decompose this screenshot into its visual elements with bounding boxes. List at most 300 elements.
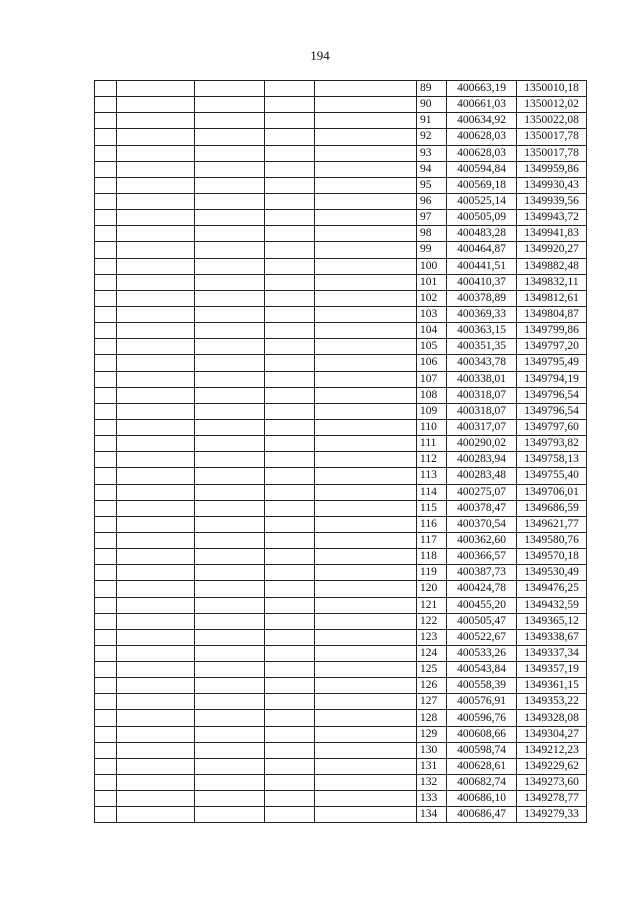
page-number: 194	[310, 48, 330, 63]
empty-cell	[265, 177, 315, 193]
empty-cell	[95, 403, 117, 419]
empty-cell	[265, 452, 315, 468]
empty-cell	[265, 613, 315, 629]
empty-cell	[315, 500, 417, 516]
point-number-cell: 124	[417, 645, 447, 661]
empty-cell	[265, 145, 315, 161]
empty-cell	[265, 694, 315, 710]
empty-cell	[315, 807, 417, 823]
empty-cell	[195, 726, 265, 742]
point-number-cell: 103	[417, 306, 447, 322]
empty-cell	[265, 161, 315, 177]
empty-cell	[95, 516, 117, 532]
empty-cell	[315, 145, 417, 161]
y-coordinate-cell: 1349939,56	[517, 193, 587, 209]
empty-cell	[117, 452, 195, 468]
table-row	[95, 710, 587, 726]
empty-cell	[265, 742, 315, 758]
empty-cell	[95, 807, 117, 823]
empty-cell	[95, 355, 117, 371]
point-number-cell: 89	[417, 81, 447, 97]
empty-cell	[195, 177, 265, 193]
empty-cell	[265, 97, 315, 113]
empty-cell	[315, 129, 417, 145]
table-row	[95, 807, 587, 823]
x-coordinate-cell: 400290,02	[447, 436, 517, 452]
empty-cell	[265, 807, 315, 823]
table-row	[95, 791, 587, 807]
y-coordinate-cell: 1349796,54	[517, 387, 587, 403]
table-row	[95, 290, 587, 306]
empty-cell	[117, 775, 195, 791]
empty-cell	[265, 290, 315, 306]
empty-cell	[95, 323, 117, 339]
empty-cell	[265, 468, 315, 484]
point-number-cell: 95	[417, 177, 447, 193]
empty-cell	[95, 678, 117, 694]
empty-cell	[315, 274, 417, 290]
empty-cell	[95, 726, 117, 742]
table-row	[95, 484, 587, 500]
empty-cell	[117, 468, 195, 484]
y-coordinate-cell: 1349832,11	[517, 274, 587, 290]
x-coordinate-cell: 400369,33	[447, 306, 517, 322]
table-row	[95, 565, 587, 581]
x-coordinate-cell: 400686,10	[447, 791, 517, 807]
empty-cell	[117, 726, 195, 742]
empty-cell	[95, 113, 117, 129]
empty-cell	[195, 807, 265, 823]
point-number-cell: 132	[417, 775, 447, 791]
point-number-cell: 94	[417, 161, 447, 177]
empty-cell	[117, 629, 195, 645]
empty-cell	[195, 500, 265, 516]
y-coordinate-cell: 1349357,19	[517, 662, 587, 678]
empty-cell	[265, 775, 315, 791]
x-coordinate-cell: 400634,92	[447, 113, 517, 129]
empty-cell	[117, 565, 195, 581]
empty-cell	[95, 452, 117, 468]
x-coordinate-cell: 400628,03	[447, 129, 517, 145]
empty-cell	[95, 306, 117, 322]
y-coordinate-cell: 1349530,49	[517, 565, 587, 581]
point-number-cell: 100	[417, 258, 447, 274]
point-number-cell: 109	[417, 403, 447, 419]
empty-cell	[315, 436, 417, 452]
x-coordinate-cell: 400505,09	[447, 210, 517, 226]
empty-cell	[95, 662, 117, 678]
table-row	[95, 113, 587, 129]
empty-cell	[117, 436, 195, 452]
table-row	[95, 339, 587, 355]
empty-cell	[195, 81, 265, 97]
empty-cell	[95, 290, 117, 306]
x-coordinate-cell: 400343,78	[447, 355, 517, 371]
empty-cell	[315, 113, 417, 129]
empty-cell	[265, 323, 315, 339]
empty-cell	[265, 242, 315, 258]
empty-cell	[315, 742, 417, 758]
y-coordinate-cell: 1350022,08	[517, 113, 587, 129]
empty-cell	[117, 355, 195, 371]
empty-cell	[117, 516, 195, 532]
y-coordinate-cell: 1349793,82	[517, 436, 587, 452]
point-number-cell: 93	[417, 145, 447, 161]
empty-cell	[195, 242, 265, 258]
point-number-cell: 111	[417, 436, 447, 452]
empty-cell	[95, 597, 117, 613]
empty-cell	[315, 323, 417, 339]
empty-cell	[117, 306, 195, 322]
empty-cell	[117, 484, 195, 500]
x-coordinate-cell: 400576,91	[447, 694, 517, 710]
y-coordinate-cell: 1350017,78	[517, 129, 587, 145]
empty-cell	[265, 645, 315, 661]
empty-cell	[265, 258, 315, 274]
empty-cell	[95, 532, 117, 548]
empty-cell	[315, 452, 417, 468]
y-coordinate-cell: 1349959,86	[517, 161, 587, 177]
empty-cell	[195, 532, 265, 548]
empty-cell	[95, 419, 117, 435]
empty-cell	[195, 678, 265, 694]
empty-cell	[195, 645, 265, 661]
x-coordinate-cell: 400283,48	[447, 468, 517, 484]
x-coordinate-cell: 400366,57	[447, 549, 517, 565]
point-number-cell: 128	[417, 710, 447, 726]
empty-cell	[117, 290, 195, 306]
y-coordinate-cell: 1349799,86	[517, 323, 587, 339]
empty-cell	[315, 532, 417, 548]
point-number-cell: 99	[417, 242, 447, 258]
empty-cell	[195, 387, 265, 403]
table-row	[95, 242, 587, 258]
x-coordinate-cell: 400464,87	[447, 242, 517, 258]
empty-cell	[95, 484, 117, 500]
point-number-cell: 121	[417, 597, 447, 613]
table-row	[95, 500, 587, 516]
point-number-cell: 97	[417, 210, 447, 226]
y-coordinate-cell: 1350012,02	[517, 97, 587, 113]
table-row	[95, 597, 587, 613]
empty-cell	[117, 694, 195, 710]
empty-cell	[195, 565, 265, 581]
y-coordinate-cell: 1349706,01	[517, 484, 587, 500]
empty-cell	[315, 694, 417, 710]
table-row	[95, 161, 587, 177]
y-coordinate-cell: 1349796,54	[517, 403, 587, 419]
empty-cell	[95, 274, 117, 290]
empty-cell	[265, 274, 315, 290]
empty-cell	[265, 565, 315, 581]
x-coordinate-cell: 400608,66	[447, 726, 517, 742]
point-number-cell: 115	[417, 500, 447, 516]
empty-cell	[117, 742, 195, 758]
empty-cell	[117, 81, 195, 97]
x-coordinate-cell: 400351,35	[447, 339, 517, 355]
empty-cell	[265, 210, 315, 226]
empty-cell	[95, 339, 117, 355]
x-coordinate-cell: 400338,01	[447, 371, 517, 387]
y-coordinate-cell: 1349941,83	[517, 226, 587, 242]
table-row	[95, 145, 587, 161]
table-row	[95, 645, 587, 661]
table-row	[95, 419, 587, 435]
y-coordinate-cell: 1349365,12	[517, 613, 587, 629]
x-coordinate-cell: 400533,26	[447, 645, 517, 661]
table-row	[95, 581, 587, 597]
empty-cell	[315, 339, 417, 355]
empty-cell	[95, 791, 117, 807]
empty-cell	[315, 758, 417, 774]
x-coordinate-cell: 400378,47	[447, 500, 517, 516]
empty-cell	[117, 791, 195, 807]
y-coordinate-cell: 1349328,08	[517, 710, 587, 726]
point-number-cell: 129	[417, 726, 447, 742]
x-coordinate-cell: 400424,78	[447, 581, 517, 597]
x-coordinate-cell: 400370,54	[447, 516, 517, 532]
empty-cell	[117, 274, 195, 290]
empty-cell	[95, 613, 117, 629]
empty-cell	[265, 339, 315, 355]
table-row	[95, 97, 587, 113]
y-coordinate-cell: 1349353,22	[517, 694, 587, 710]
point-number-cell: 110	[417, 419, 447, 435]
table-body	[95, 81, 587, 823]
x-coordinate-cell: 400628,61	[447, 758, 517, 774]
empty-cell	[315, 597, 417, 613]
table-row	[95, 177, 587, 193]
empty-cell	[315, 726, 417, 742]
table-row	[95, 355, 587, 371]
y-coordinate-cell: 1349476,25	[517, 581, 587, 597]
empty-cell	[265, 581, 315, 597]
empty-cell	[265, 306, 315, 322]
point-number-cell: 122	[417, 613, 447, 629]
point-number-cell: 96	[417, 193, 447, 209]
y-coordinate-cell: 1349797,60	[517, 419, 587, 435]
empty-cell	[95, 645, 117, 661]
empty-cell	[315, 484, 417, 500]
empty-cell	[195, 226, 265, 242]
empty-cell	[95, 258, 117, 274]
empty-cell	[117, 161, 195, 177]
empty-cell	[195, 742, 265, 758]
point-number-cell: 127	[417, 694, 447, 710]
empty-cell	[95, 775, 117, 791]
x-coordinate-cell: 400686,47	[447, 807, 517, 823]
empty-cell	[95, 565, 117, 581]
empty-cell	[315, 613, 417, 629]
empty-cell	[195, 258, 265, 274]
empty-cell	[265, 129, 315, 145]
table-row	[95, 226, 587, 242]
point-number-cell: 106	[417, 355, 447, 371]
x-coordinate-cell: 400682,74	[447, 775, 517, 791]
empty-cell	[265, 371, 315, 387]
empty-cell	[95, 129, 117, 145]
empty-cell	[195, 791, 265, 807]
empty-cell	[315, 629, 417, 645]
point-number-cell: 116	[417, 516, 447, 532]
x-coordinate-cell: 400663,19	[447, 81, 517, 97]
empty-cell	[117, 613, 195, 629]
y-coordinate-cell: 1350010,18	[517, 81, 587, 97]
empty-cell	[265, 226, 315, 242]
empty-cell	[265, 662, 315, 678]
table-row	[95, 403, 587, 419]
empty-cell	[95, 742, 117, 758]
table-row	[95, 516, 587, 532]
point-number-cell: 102	[417, 290, 447, 306]
empty-cell	[315, 710, 417, 726]
empty-cell	[117, 678, 195, 694]
coordinates-table	[94, 80, 587, 823]
empty-cell	[117, 403, 195, 419]
empty-cell	[315, 419, 417, 435]
empty-cell	[265, 516, 315, 532]
empty-cell	[195, 129, 265, 145]
x-coordinate-cell: 400543,84	[447, 662, 517, 678]
empty-cell	[95, 758, 117, 774]
y-coordinate-cell: 1350017,78	[517, 145, 587, 161]
empty-cell	[315, 210, 417, 226]
empty-cell	[95, 468, 117, 484]
point-number-cell: 112	[417, 452, 447, 468]
empty-cell	[117, 662, 195, 678]
point-number-cell: 123	[417, 629, 447, 645]
empty-cell	[315, 581, 417, 597]
y-coordinate-cell: 1349229,62	[517, 758, 587, 774]
table-row	[95, 193, 587, 209]
x-coordinate-cell: 400596,76	[447, 710, 517, 726]
empty-cell	[117, 710, 195, 726]
x-coordinate-cell: 400483,28	[447, 226, 517, 242]
empty-cell	[117, 193, 195, 209]
empty-cell	[265, 678, 315, 694]
point-number-cell: 133	[417, 791, 447, 807]
table-row	[95, 210, 587, 226]
table-row	[95, 452, 587, 468]
x-coordinate-cell: 400318,07	[447, 387, 517, 403]
y-coordinate-cell: 1349304,27	[517, 726, 587, 742]
x-coordinate-cell: 400525,14	[447, 193, 517, 209]
table-row	[95, 629, 587, 645]
y-coordinate-cell: 1349580,76	[517, 532, 587, 548]
point-number-cell: 131	[417, 758, 447, 774]
table-row	[95, 81, 587, 97]
x-coordinate-cell: 400569,18	[447, 177, 517, 193]
empty-cell	[315, 258, 417, 274]
empty-cell	[117, 581, 195, 597]
table-row	[95, 613, 587, 629]
y-coordinate-cell: 1349920,27	[517, 242, 587, 258]
empty-cell	[315, 97, 417, 113]
empty-cell	[265, 403, 315, 419]
empty-cell	[315, 355, 417, 371]
table-row	[95, 387, 587, 403]
empty-cell	[315, 565, 417, 581]
empty-cell	[195, 758, 265, 774]
empty-cell	[95, 581, 117, 597]
empty-cell	[95, 500, 117, 516]
point-number-cell: 120	[417, 581, 447, 597]
table-row	[95, 775, 587, 791]
table-row	[95, 532, 587, 548]
y-coordinate-cell: 1349212,23	[517, 742, 587, 758]
empty-cell	[195, 662, 265, 678]
empty-cell	[117, 210, 195, 226]
empty-cell	[95, 81, 117, 97]
x-coordinate-cell: 400455,20	[447, 597, 517, 613]
empty-cell	[195, 613, 265, 629]
empty-cell	[195, 581, 265, 597]
y-coordinate-cell: 1349755,40	[517, 468, 587, 484]
empty-cell	[95, 193, 117, 209]
empty-cell	[315, 403, 417, 419]
point-number-cell: 108	[417, 387, 447, 403]
empty-cell	[315, 177, 417, 193]
empty-cell	[117, 807, 195, 823]
point-number-cell: 114	[417, 484, 447, 500]
empty-cell	[315, 371, 417, 387]
empty-cell	[117, 242, 195, 258]
table-row	[95, 549, 587, 565]
empty-cell	[195, 145, 265, 161]
y-coordinate-cell: 1349882,48	[517, 258, 587, 274]
x-coordinate-cell: 400505,47	[447, 613, 517, 629]
point-number-cell: 134	[417, 807, 447, 823]
point-number-cell: 113	[417, 468, 447, 484]
table-row	[95, 726, 587, 742]
y-coordinate-cell: 1349337,34	[517, 645, 587, 661]
empty-cell	[117, 549, 195, 565]
empty-cell	[117, 532, 195, 548]
empty-cell	[195, 323, 265, 339]
empty-cell	[195, 290, 265, 306]
x-coordinate-cell: 400522,67	[447, 629, 517, 645]
empty-cell	[315, 226, 417, 242]
empty-cell	[117, 500, 195, 516]
empty-cell	[265, 387, 315, 403]
table-row	[95, 742, 587, 758]
empty-cell	[265, 532, 315, 548]
table-row	[95, 436, 587, 452]
empty-cell	[315, 193, 417, 209]
empty-cell	[265, 710, 315, 726]
table-row	[95, 468, 587, 484]
empty-cell	[117, 258, 195, 274]
empty-cell	[315, 645, 417, 661]
x-coordinate-cell: 400318,07	[447, 403, 517, 419]
empty-cell	[117, 597, 195, 613]
empty-cell	[195, 274, 265, 290]
x-coordinate-cell: 400441,51	[447, 258, 517, 274]
y-coordinate-cell: 1349278,77	[517, 791, 587, 807]
empty-cell	[117, 339, 195, 355]
y-coordinate-cell: 1349794,19	[517, 371, 587, 387]
x-coordinate-cell: 400378,89	[447, 290, 517, 306]
x-coordinate-cell: 400558,39	[447, 678, 517, 694]
point-number-cell: 118	[417, 549, 447, 565]
point-number-cell: 105	[417, 339, 447, 355]
empty-cell	[95, 242, 117, 258]
x-coordinate-cell: 400594,84	[447, 161, 517, 177]
x-coordinate-cell: 400628,03	[447, 145, 517, 161]
empty-cell	[95, 97, 117, 113]
empty-cell	[315, 306, 417, 322]
empty-cell	[195, 436, 265, 452]
